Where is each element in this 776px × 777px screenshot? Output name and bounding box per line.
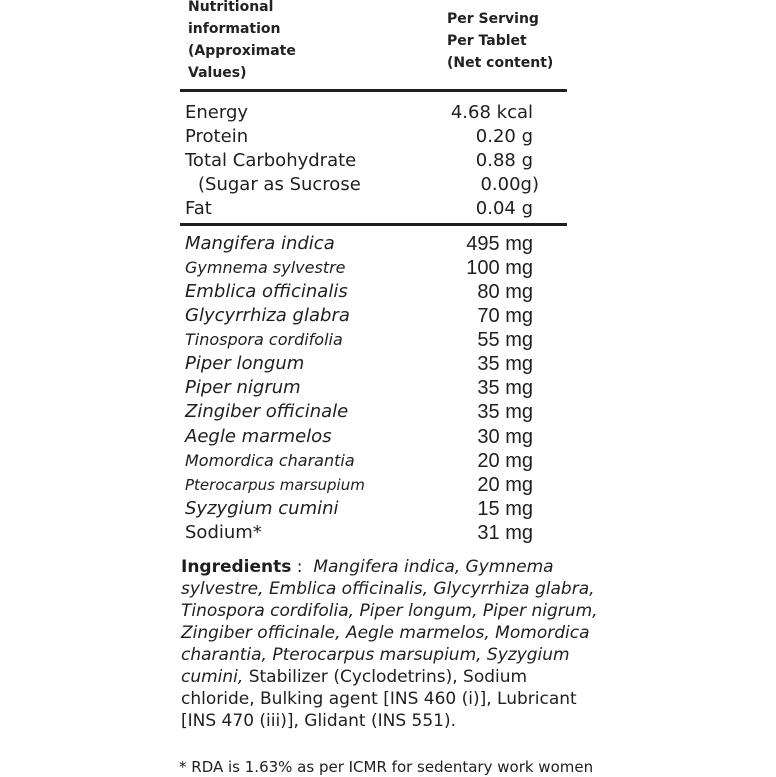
header-divider	[180, 89, 567, 92]
herb-row	[0, 497, 776, 521]
nutrition-header-left	[188, 0, 296, 84]
herb-name: Emblica officinalis	[185, 281, 348, 302]
herb-row	[0, 256, 776, 280]
nutrient-value: 0.04 g	[475, 198, 533, 219]
nutrition-row	[0, 149, 776, 173]
ingredients-excipients: Stabilizer (Cyclodetrins), Sodium chloride, Bulking agent [INS 460 (i)], Lubricant [INS 470 (iii)], Glidant (INS 551).	[181, 667, 577, 731]
herb-amount: 31 mg	[477, 522, 533, 544]
header-line: Values)	[188, 65, 247, 81]
herb-name: Aegle marmelos	[185, 426, 332, 447]
header-line: Per Serving	[447, 11, 539, 27]
nutrition-row	[0, 125, 776, 149]
herb-amount: 20 mg	[477, 450, 533, 472]
herb-name: Piper nigrum	[185, 377, 301, 398]
header-line: (Approximate	[188, 43, 296, 59]
herb-name: Piper longum	[185, 353, 305, 374]
herb-name: Syzygium cumini	[185, 498, 339, 519]
nutrition-divider	[180, 223, 567, 226]
herb-name: Gymnema sylvestre	[185, 258, 346, 277]
herb-name: Mangifera indica	[185, 233, 335, 254]
herb-name: Tinospora cordifolia	[185, 330, 343, 349]
herb-row	[0, 280, 776, 304]
herb-row	[0, 376, 776, 400]
nutrition-row	[0, 101, 776, 125]
herb-amount: 35 mg	[477, 353, 533, 375]
herb-amount: 20 mg	[477, 474, 533, 496]
herb-name: Zingiber officinale	[185, 401, 349, 422]
nutrient-value: 0.00g)	[480, 174, 539, 195]
herb-amount: 55 mg	[477, 329, 533, 351]
herb-row	[0, 304, 776, 328]
herb-name: Momordica charantia	[185, 451, 355, 470]
herb-name: Sodium*	[185, 522, 262, 543]
herb-amount: 80 mg	[477, 281, 533, 303]
herb-amount: 35 mg	[477, 377, 533, 399]
header-line: (Net content)	[447, 55, 554, 71]
herb-row	[0, 449, 776, 473]
nutrition-row	[0, 173, 776, 197]
herb-row	[0, 425, 776, 449]
herb-name: Glycyrrhiza glabra	[185, 305, 350, 326]
header-line: Per Tablet	[447, 33, 527, 49]
header-line: Nutritional	[188, 0, 274, 15]
nutrient-name: Total Carbohydrate	[185, 150, 357, 171]
herb-amount: 30 mg	[477, 426, 533, 448]
nutrition-header-right	[447, 8, 553, 74]
nutrient-name: Fat	[185, 198, 212, 219]
nutrient-value: 0.20 g	[475, 126, 533, 147]
nutrient-name: Protein	[185, 126, 249, 147]
rda-footnote: * RDA is 1.63% as per ICMR for sedentary work women	[179, 758, 594, 776]
herb-row	[0, 400, 776, 424]
herb-row	[0, 232, 776, 256]
herb-amount: 100 mg	[466, 257, 533, 279]
herb-amount: 70 mg	[477, 305, 533, 327]
nutrient-name: Energy	[185, 102, 249, 123]
herb-amount: 35 mg	[477, 401, 533, 423]
herb-row	[0, 352, 776, 376]
ingredients-label: Ingredients	[181, 557, 292, 577]
herb-row	[0, 328, 776, 352]
header-line: information	[188, 21, 281, 37]
ingredients-herb-list: Mangifera indica, Gymnema sylvestre, Emblica officinalis, Glycyrrhiza glabra, Tinospora cordifolia, Piper longum, Piper nigrum, Zingiber officinale, Aegle marmelos, Momordica charantia, Pterocarpus marsupium, Syzygium cumini,	[181, 557, 598, 687]
herb-row	[0, 473, 776, 497]
ingredients-separator: :	[291, 557, 314, 577]
herb-name: Pterocarpus marsupium	[185, 476, 365, 494]
nutrient-name: (Sugar as Sucrose	[198, 174, 361, 195]
nutrition-row	[0, 197, 776, 221]
herb-amount: 15 mg	[477, 498, 533, 520]
herb-amount: 495 mg	[466, 233, 533, 255]
nutrient-value: 0.88 g	[475, 150, 533, 171]
herb-row	[0, 521, 776, 545]
ingredients-paragraph	[181, 556, 601, 732]
nutrient-value: 4.68 kcal	[450, 102, 533, 123]
